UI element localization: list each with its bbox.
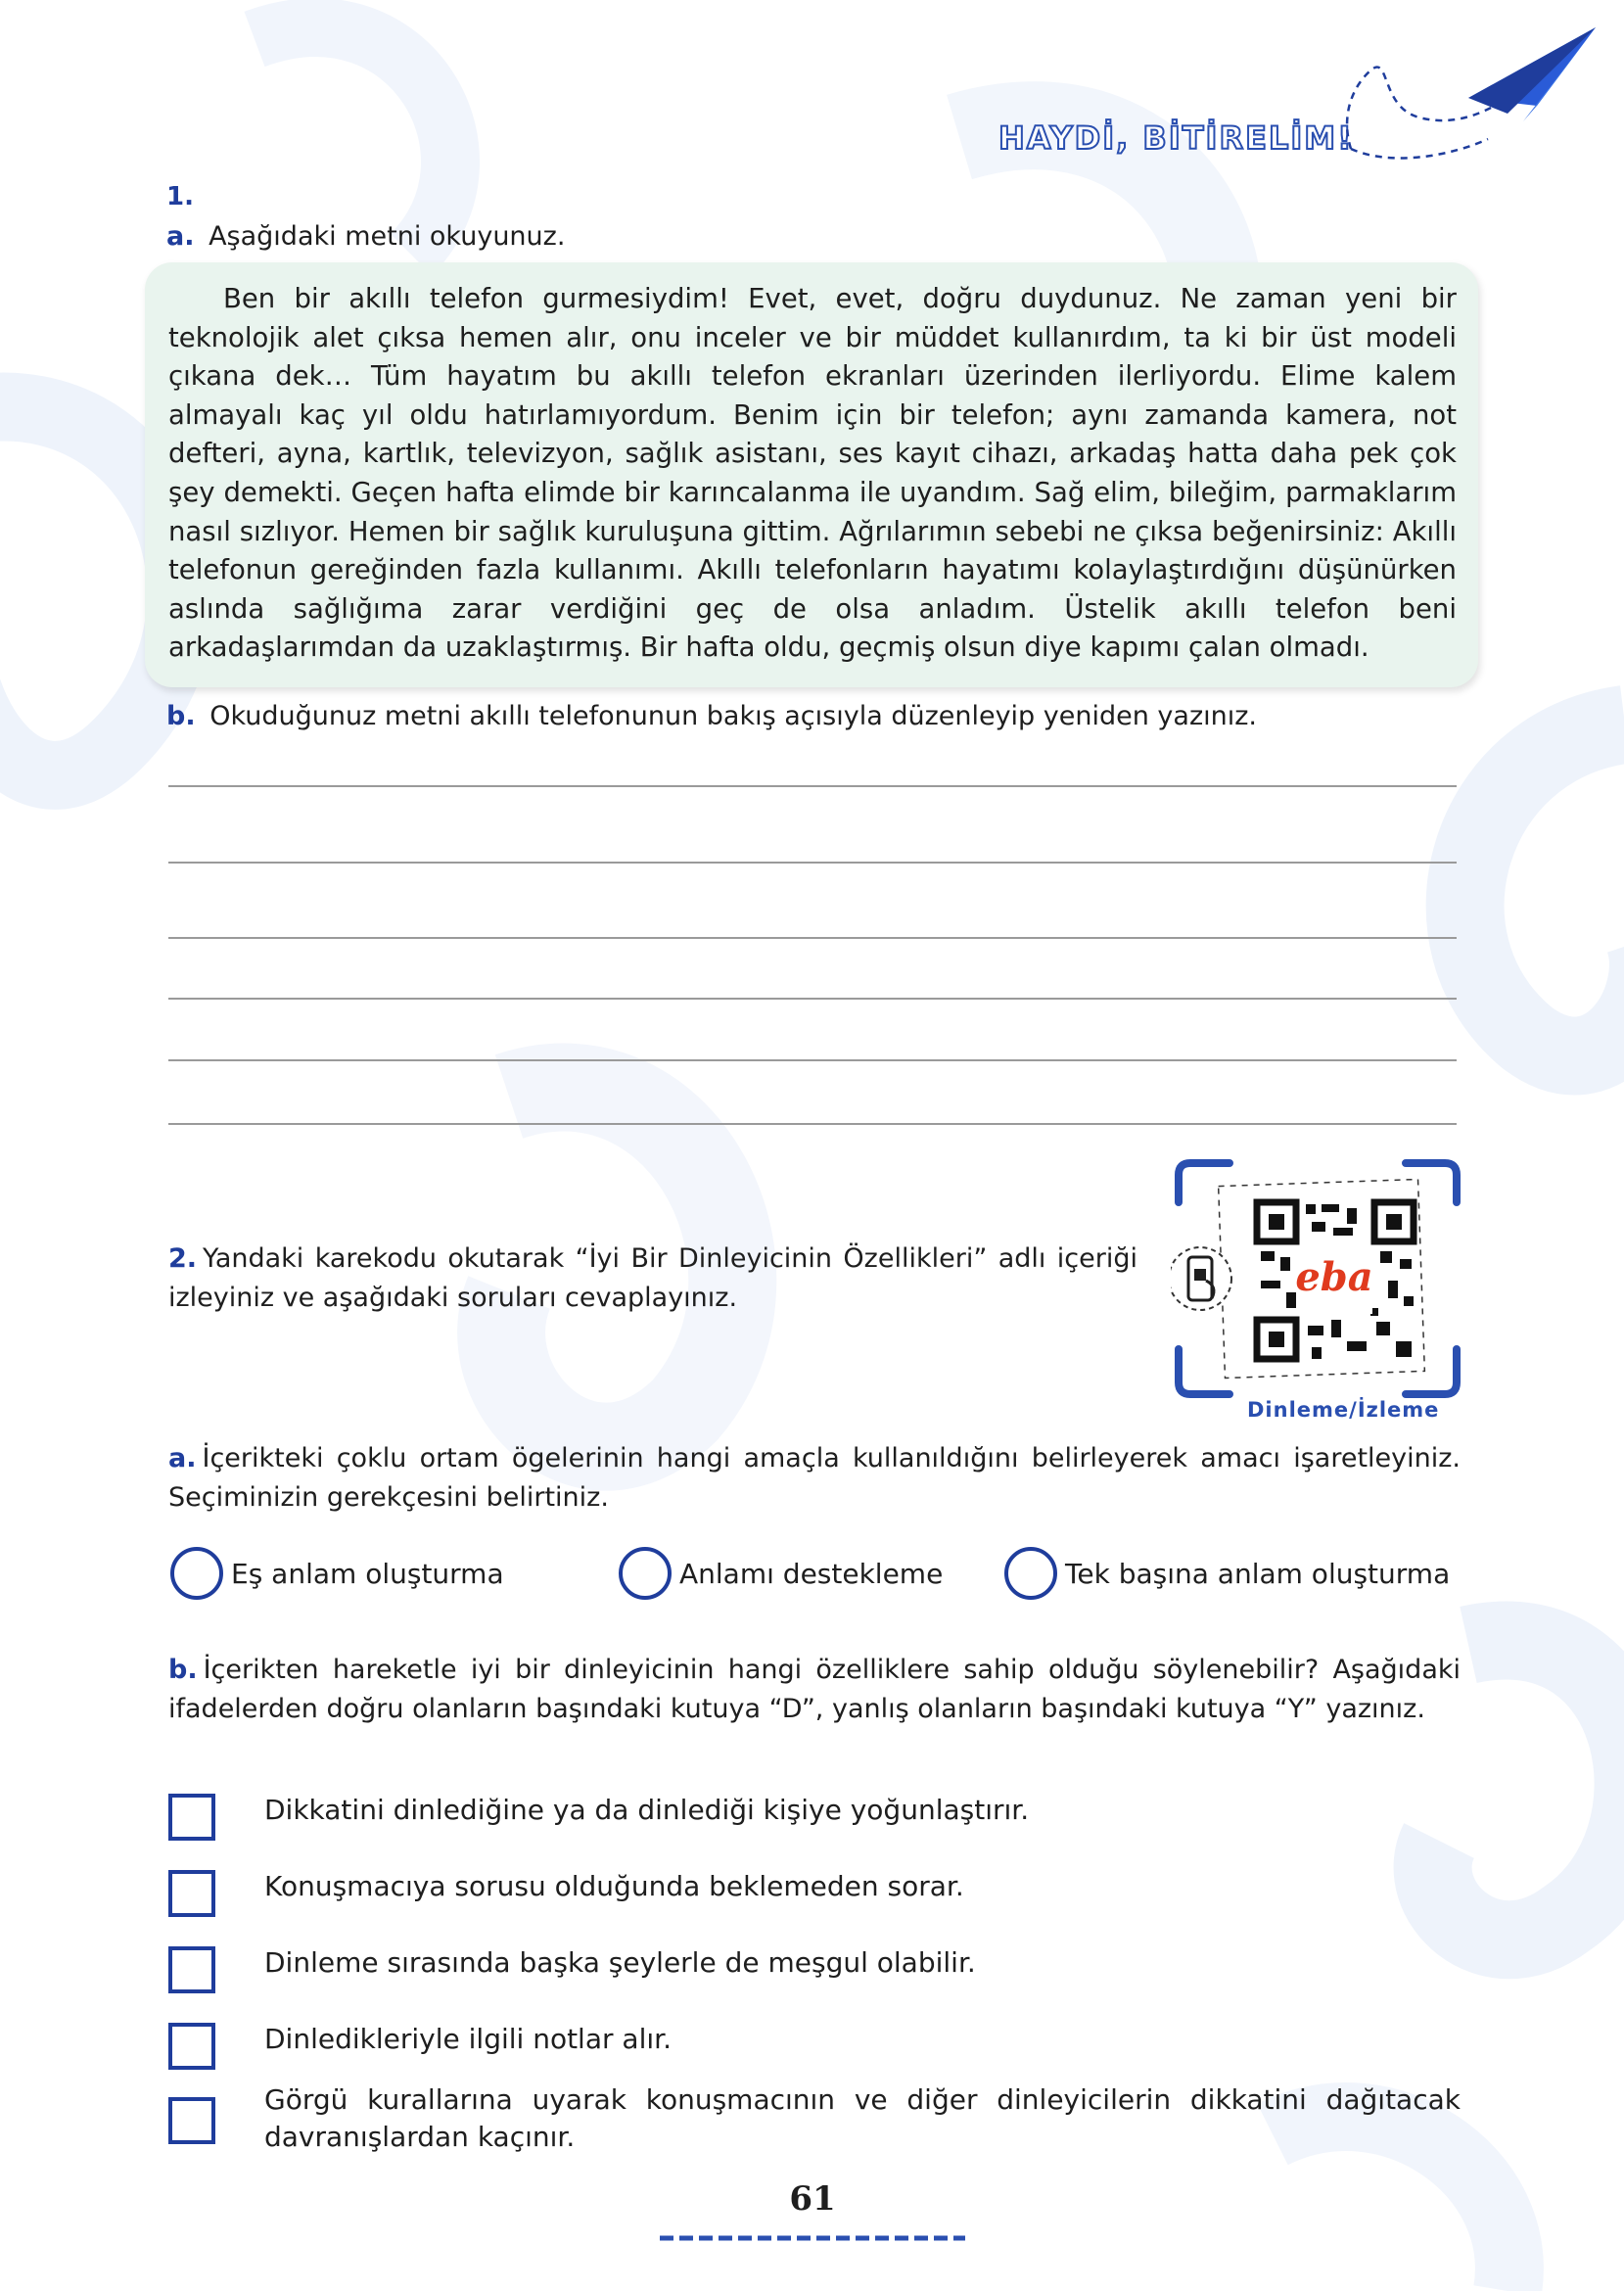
qr-label: Dinleme/İzleme [1247, 1398, 1440, 1422]
answer-line[interactable] [168, 785, 1457, 787]
answer-box[interactable] [168, 1946, 215, 1993]
question-2a-letter: a. [168, 1443, 197, 1473]
question-2b-text: İçerikten hareketle iyi bir dinleyicinin hangi özelliklere sahip olduğu söylenebilir? Aşağıdaki ifadelerden doğru olanların başındaki kutuya “D”, yanlış olanların başındaki kutuya “Y” yazınız. [168, 1655, 1461, 1724]
answer-line[interactable] [168, 937, 1457, 939]
paper-plane-icon [1331, 20, 1615, 166]
answer-line[interactable] [168, 1059, 1457, 1061]
statement-text: Konuşmacıya sorusu olduğunda beklemeden sorar. [264, 1870, 964, 1902]
statement-item [168, 2021, 1461, 2070]
question-1b [166, 697, 1257, 736]
question-2-intro [168, 1239, 1137, 1318]
answer-box[interactable] [168, 2023, 215, 2070]
question-2b-letter: b. [168, 1655, 198, 1685]
qr-brand-logo: eba [1295, 1254, 1373, 1300]
option-item[interactable] [170, 1547, 504, 1600]
statement-item [168, 1944, 1461, 1993]
question-1a [166, 217, 565, 257]
footer-dash-decoration [656, 2232, 969, 2244]
radio-circle[interactable] [1004, 1547, 1057, 1600]
qr-code-block[interactable] [1171, 1153, 1464, 1437]
option-item[interactable] [1004, 1547, 1450, 1600]
statement-text: Görgü kurallarına uyarak konuşmacının ve diğer dinleyicilerin dikkatini dağıtacak davranışlardan kaçınır. [264, 2083, 1461, 2153]
answer-box[interactable] [168, 2097, 215, 2144]
option-label: Eş anlam oluşturma [231, 1557, 504, 1590]
question-2a-text: İçerikteki çoklu ortam ögelerinin hangi amaçla kullanıldığını belirleyerek amacı işaretleyiniz. Seçiminizin gerekçesini belirtiniz. [168, 1443, 1461, 1513]
question-1a-text: Aşağıdaki metni okuyunuz. [209, 221, 566, 252]
statement-item [168, 2081, 1461, 2156]
answer-line[interactable] [168, 998, 1457, 1000]
option-item[interactable] [619, 1547, 943, 1600]
answer-line[interactable] [168, 862, 1457, 864]
answer-line[interactable] [168, 1123, 1457, 1125]
answer-box[interactable] [168, 1794, 215, 1841]
statement-item [168, 1792, 1461, 1841]
section-title: HAYDİ, BİTİRELİM! [998, 119, 1354, 157]
question-1b-text: Okuduğunuz metni akıllı telefonunun bakış açısıyla düzenleyip yeniden yazınız. [209, 701, 1257, 731]
question-1-number: 1. [166, 182, 194, 211]
question-2-number: 2. [168, 1243, 198, 1274]
question-1b-letter: b. [166, 701, 196, 731]
question-2a [168, 1439, 1461, 1518]
question-1a-letter: a. [166, 221, 195, 252]
page-number: 61 [789, 2179, 836, 2219]
question-2-intro-text: Yandaki karekodu okutarak “İyi Bir Dinleyicinin Özellikleri” adlı içeriği izleyiniz ve aşağıdaki soruları cevaplayınız. [168, 1243, 1137, 1313]
radio-circle[interactable] [170, 1547, 223, 1600]
option-label: Tek başına anlam oluşturma [1065, 1557, 1451, 1590]
statement-text: Dinledikleriyle ilgili notlar alır. [264, 2023, 672, 2055]
statement-text: Dinleme sırasında başka şeylerle de meşgul olabilir. [264, 1946, 976, 1979]
statement-text: Dikkatini dinlediğine ya da dinlediği kişiye yoğunlaştırır. [264, 1794, 1030, 1826]
radio-circle[interactable] [619, 1547, 672, 1600]
question-2b [168, 1651, 1461, 1729]
answer-box[interactable] [168, 1870, 215, 1917]
statement-item [168, 1868, 1461, 1917]
passage-text: Ben bir akıllı telefon gurmesiydim! Evet, evet, doğru duydunuz. Ne zaman yeni bir teknolojik alet çıksa hemen alır, onu inceler ve bir müddet kullanırdım, ta ki bir üst modeli çıkana dek… Tüm hayatım bu akıllı telefon ekranları üzerinden ilerliyordu. Elime kalem almayalı kaç yıl oldu hatırlamıyordum. Benim için bir telefon; aynı zamanda kamera, not defteri, ayna, kartlık, televizyon, sağlık asistanı, ses kayıt cihazı, arkadaş hatta daha pek çok şey demekti. Geçen hafta elimde bir karıncalanma ile uyandım. Sağ elim, bileğim, parmaklarım nasıl sızlıyor. Hemen bir sağlık kuruluşuna gittim. Ağrılarımın sebebi ne çıksa beğenirsiniz: Akıllı telefonun gereğinden fazla kullanımı. Akıllı telefonların hayatımı kolaylaştırdığını düşünürken aslında sağlığıma zarar verdiğini geç de olsa anladım. Üstelik akıllı telefon beni arkadaşlarımdan da uzaklaştırmış. Bir hafta oldu, geçmiş olsun diye kapımı çalan olmadı. [168, 283, 1457, 664]
option-label: Anlamı destekleme [679, 1557, 944, 1590]
